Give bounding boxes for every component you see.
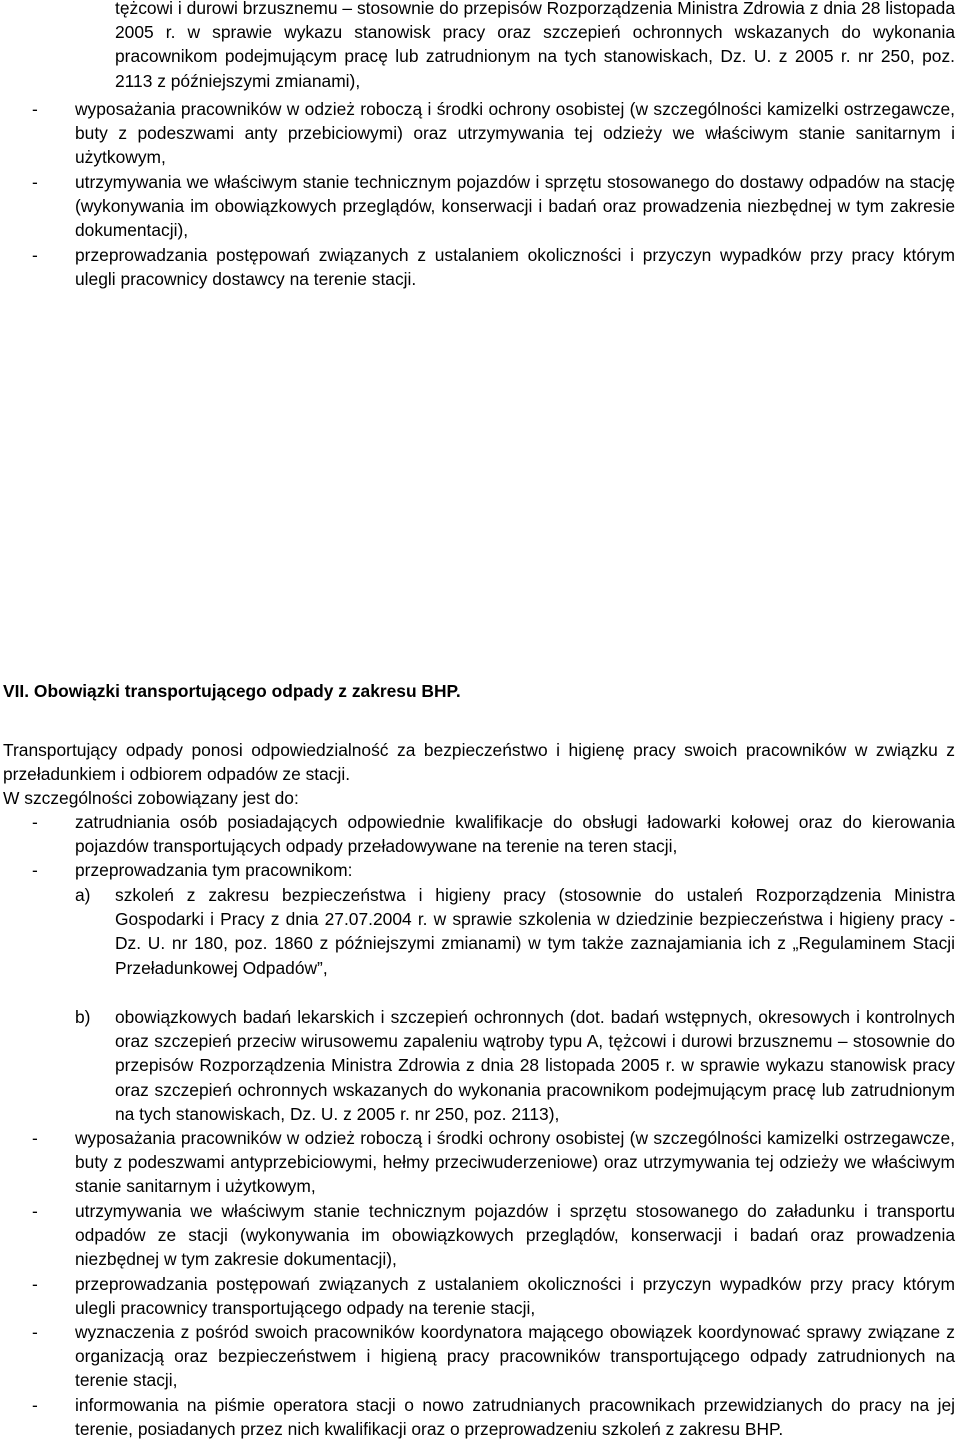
list-dash: - xyxy=(32,245,38,265)
section-heading: VII. Obowiązki transportującego odpady z zakresu BHP. xyxy=(3,681,461,701)
list-item: informowania na piśmie operatora stacji o nowo zatrudnianych pracownikach przewidzianych do pracy na jej terenie, posiadanych przez nich kwalifikacji oraz o przeprowadzeniu szkoleń z zakresu BHP. xyxy=(75,1395,955,1440)
list-dash: - xyxy=(32,1128,38,1148)
obliged-line: W szczególności zobowiązany jest do: xyxy=(3,788,299,808)
list-item: przeprowadzania tym pracownikom: xyxy=(75,860,353,880)
continued-paragraph: tężcowi i durowi brzusznemu – stosownie do przepisów Rozporządzenia Ministra Zdrowia z dnia 28 listopada 2005 r. w sprawie wykazu stanowisk pracy oraz szczepień ochronnych wskazanych do wykonania pracownikom podejmującym pracę lub zatrudnionym na tych stanowiskach, Dz. U. z 2005 r. nr 250, poz. 2113 z późniejszymi zmianami), xyxy=(115,0,955,91)
intro-paragraph: Transportujący odpady ponosi odpowiedzialność za bezpieczeństwo i higienę pracy swoich pracowników w związku z przeładunkiem i odbiorem odpadów ze stacji. xyxy=(3,740,955,785)
sublist-label: b) xyxy=(75,1007,91,1027)
list-dash: - xyxy=(32,812,38,832)
list-item: zatrudniania osób posiadających odpowiednie kwalifikacje do obsługi ładowarki kołowej oraz do kierowania pojazdów transportujących odpady przeładowywane na terenie na teren stacji, xyxy=(75,812,955,857)
list-dash: - xyxy=(32,172,38,192)
list-item: przeprowadzania postępowań związanych z ustalaniem okoliczności i przyczyn wypadków przy pracy którym ulegli pracownicy transportującego odpady na terenie stacji, xyxy=(75,1274,955,1319)
sublist-item: szkoleń z zakresu bezpieczeństwa i higieny pracy (stosownie do ustaleń Rozporządzenia Ministra Gospodarki i Pracy z dnia 27.07.2004 r. w sprawie szkolenia w dziedzinie bezpieczeństwa i higieny pracy - Dz. U. nr 180, poz. 1860 z późniejszymi zmianami) w tym także zaznajamiania ich z „Regulaminem Stacji Przeładunkowej Odpadów”, xyxy=(115,885,955,978)
list-dash: - xyxy=(32,1274,38,1294)
list-dash: - xyxy=(32,99,38,119)
list-item: wyznaczenia z pośród swoich pracowników koordynatora mającego obowiązek koordynować sprawy związane z organizacją oraz bezpieczeństwem i higieną pracy pracowników transportującego odpady zatrudnionych na terenie stacji, xyxy=(75,1322,955,1391)
sublist-label: a) xyxy=(75,885,91,905)
list-item: przeprowadzania postępowań związanych z ustalaniem okoliczności i przyczyn wypadków przy pracy którym ulegli pracownicy dostawcy na terenie stacji. xyxy=(75,245,955,290)
list-item: wyposażania pracowników w odzież roboczą i środki ochrony osobistej (w szczególności kamizelki ostrzegawcze, buty z podeszwami antyprzebiciowymi, hełmy przeciwuderzeniowe) oraz utrzymywania tej odzieży we właściwym stanie sanitarnym i użytkowym, xyxy=(75,1128,955,1197)
list-dash: - xyxy=(32,860,38,880)
list-dash: - xyxy=(32,1395,38,1415)
list-dash: - xyxy=(32,1201,38,1221)
sublist-item: obowiązkowych badań lekarskich i szczepień ochronnych (dot. badań wstępnych, okresowych i kontrolnych oraz szczepień przeciw wirusowemu zapaleniu wątroby typu A, tężcowi i durowi brzusznemu – stosownie do przepisów Rozporządzenia Ministra Zdrowia z dnia 28 listopada 2005 r. w sprawie wykazu stanowisk pracy oraz szczepień ochronnych wskazanych do wykonania pracownikom podejmującym pracę lub zatrudnionym na tych stanowiskach, Dz. U. z 2005 r. nr 250, poz. 2113), xyxy=(115,1007,955,1124)
list-item: utrzymywania we właściwym stanie technicznym pojazdów i sprzętu stosowanego do załadunku i transportu odpadów ze stacji (wykonywania im obowiązkowych przeglądów, konserwacji i badań oraz prowadzenia niezbędnej w tym zakresie dokumentacji), xyxy=(75,1201,955,1270)
list-item: utrzymywania we właściwym stanie technicznym pojazdów i sprzętu stosowanego do dostawy odpadów na stację (wykonywania im obowiązkowych przeglądów, konserwacji i badań oraz prowadzenia niezbędnej w tym zakresie dokumentacji), xyxy=(75,172,955,241)
list-dash: - xyxy=(32,1322,38,1342)
list-item: wyposażania pracowników w odzież roboczą i środki ochrony osobistej (w szczególności kamizelki ostrzegawcze, buty z podeszwami anty przebiciowymi) oraz utrzymywania tej odzieży we właściwym stanie sanitarnym i użytkowym, xyxy=(75,99,955,168)
